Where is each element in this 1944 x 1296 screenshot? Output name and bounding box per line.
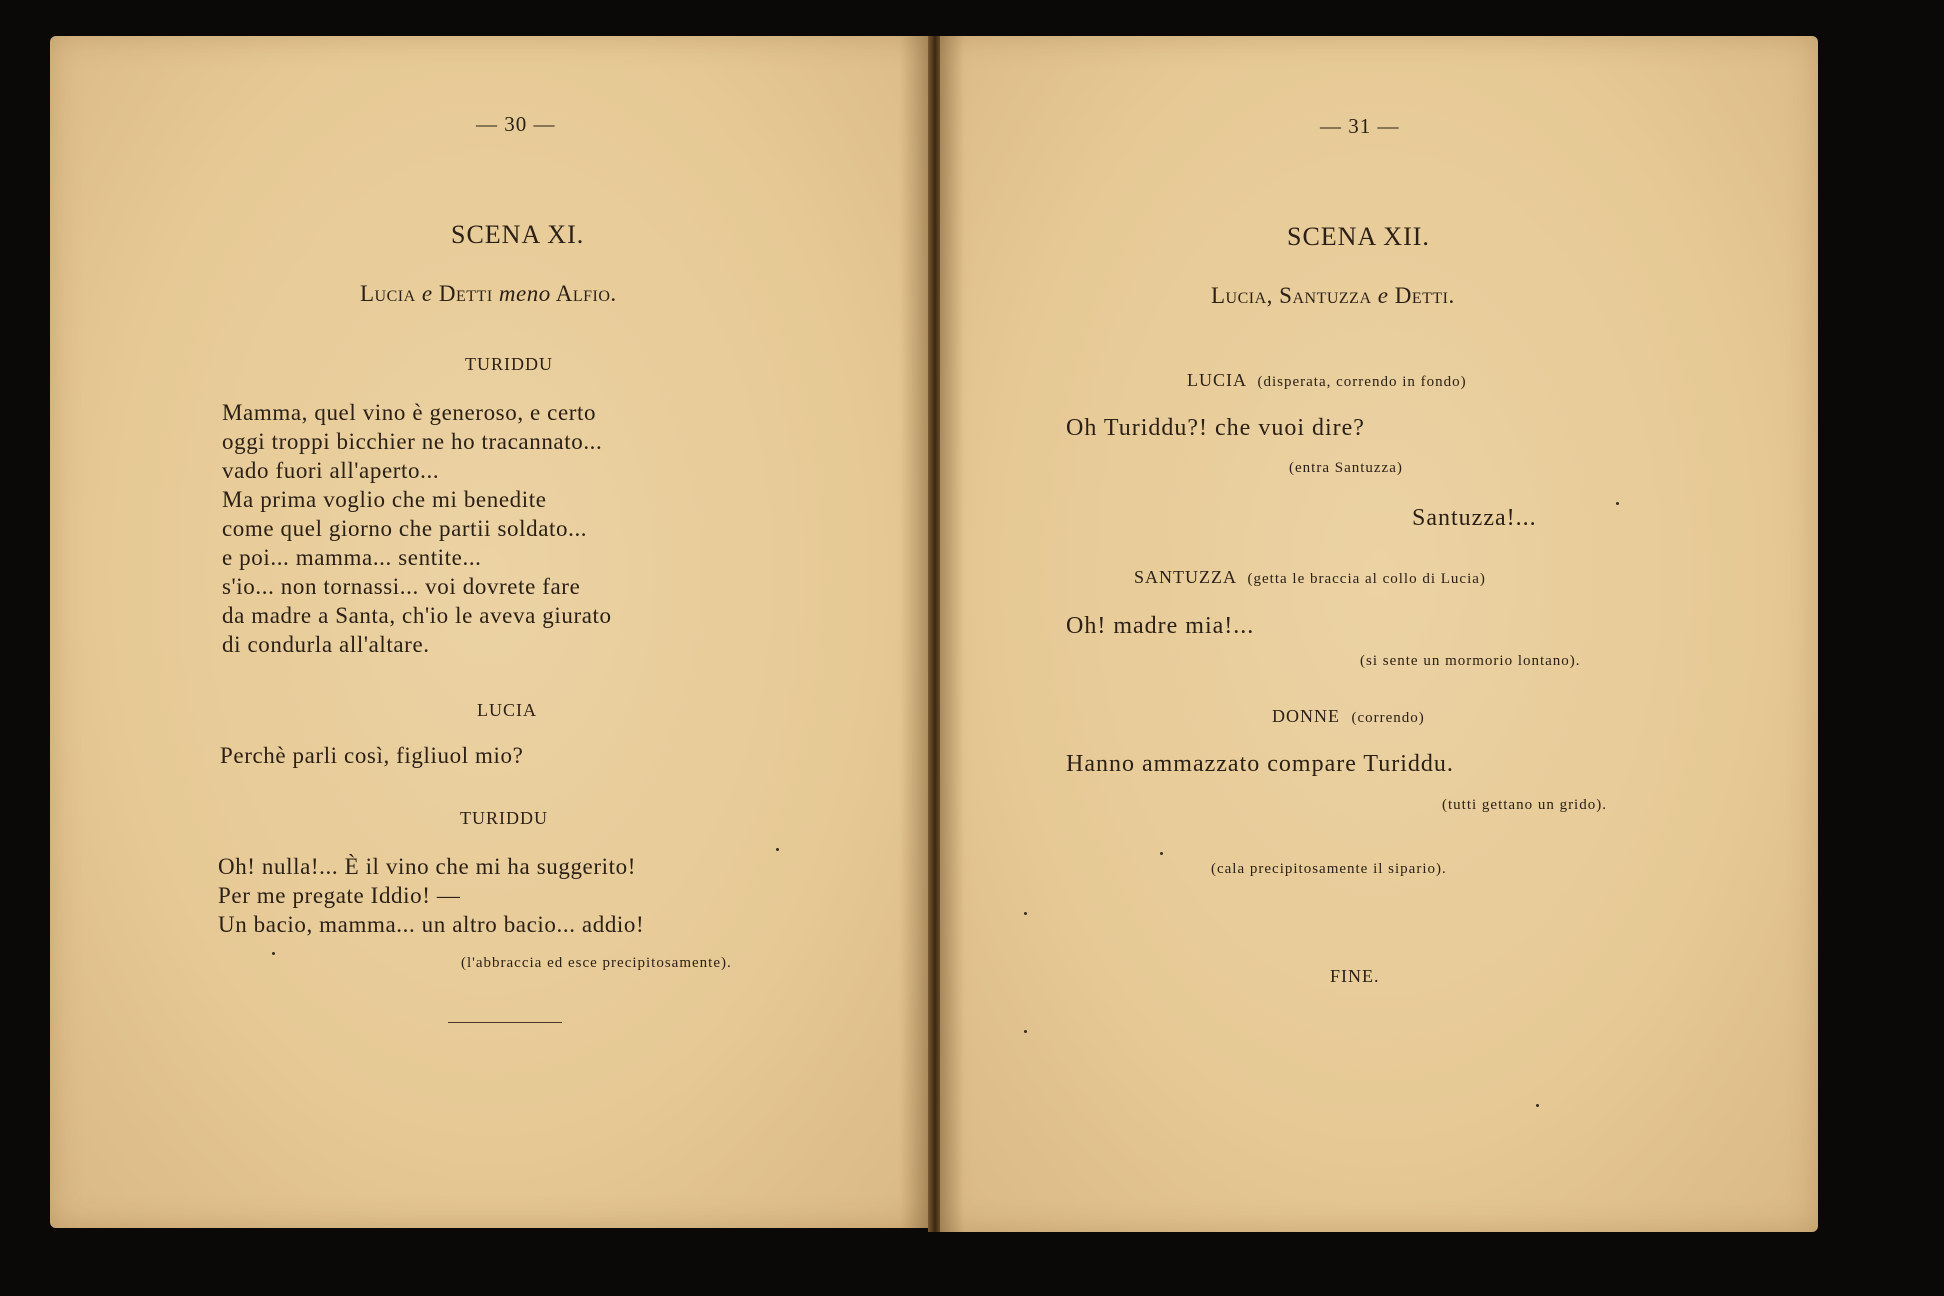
cast-list-left: Lucia e Detti meno Alfio. [360, 281, 617, 306]
end-rule [448, 1022, 562, 1023]
verse-line: Oh! nulla!... È il vino che mi ha suggerito! [218, 854, 636, 879]
speaker-lucia-right: LUCIA (disperata, correndo in fondo) [1187, 370, 1467, 390]
verse-line: Ma prima voglio che mi benedite [222, 487, 547, 512]
verse-line: vado fuori all'aperto... [222, 458, 440, 483]
verse-line: e poi... mamma... sentite... [222, 545, 482, 570]
verse-line: s'io... non tornassi... voi dovrete fare [222, 574, 581, 599]
scene-title-left: SCENA XI. [451, 220, 585, 249]
stage-direction-entra: (entra Santuzza) [1289, 460, 1403, 476]
speaker-santuzza: SANTUZZA (getta le braccia al collo di Lucia) [1134, 567, 1486, 587]
line-madre-mia: Oh! madre mia!... [1066, 613, 1255, 639]
page-number-left: — 30 — [476, 112, 556, 136]
verse-line: Mamma, quel vino è generoso, e certo [222, 400, 597, 425]
verse-line: Un bacio, mamma... un altro bacio... addio! [218, 912, 645, 937]
page-number-right: — 31 — [1320, 114, 1400, 138]
verse-line: di condurla all'altare. [222, 632, 430, 657]
verse-line: oggi troppi bicchier ne ho tracannato... [222, 429, 603, 454]
verse-line: come quel giorno che partii soldato... [222, 516, 588, 541]
stage-direction-left: (l'abbraccia ed esce precipitosamente). [461, 955, 732, 971]
verse-line-lucia: Perchè parli così, figliuol mio? [220, 743, 524, 768]
end-word: FINE. [1330, 966, 1380, 986]
scene-title-right: SCENA XII. [1287, 222, 1430, 251]
verse-line: da madre a Santa, ch'io le aveva giurato [222, 603, 612, 628]
stage-direction-grido: (tutti gettano un grido). [1442, 797, 1607, 813]
line-santuzza: Santuzza!... [1412, 505, 1537, 531]
line-oh-turiddu: Oh Turiddu?! che vuoi dire? [1066, 415, 1365, 441]
verse-block-2 [218, 852, 644, 939]
verse-line: Per me pregate Iddio! — [218, 883, 461, 908]
stage-direction-sipario: (cala precipitosamente il sipario). [1211, 861, 1447, 877]
verse-block-1 [222, 398, 612, 659]
stage-direction-mormorio: (si sente un mormorio lontano). [1360, 653, 1581, 669]
cast-list-right: Lucia, Santuzza e Detti. [1211, 283, 1455, 308]
line-hanno-ammazzato: Hanno ammazzato compare Turiddu. [1066, 751, 1454, 777]
speaker-donne: DONNE (correndo) [1272, 706, 1425, 726]
speaker-turiddu-2: TURIDDU [460, 808, 548, 828]
speaker-lucia: LUCIA [477, 700, 537, 720]
speaker-turiddu-1: TURIDDU [465, 354, 553, 374]
